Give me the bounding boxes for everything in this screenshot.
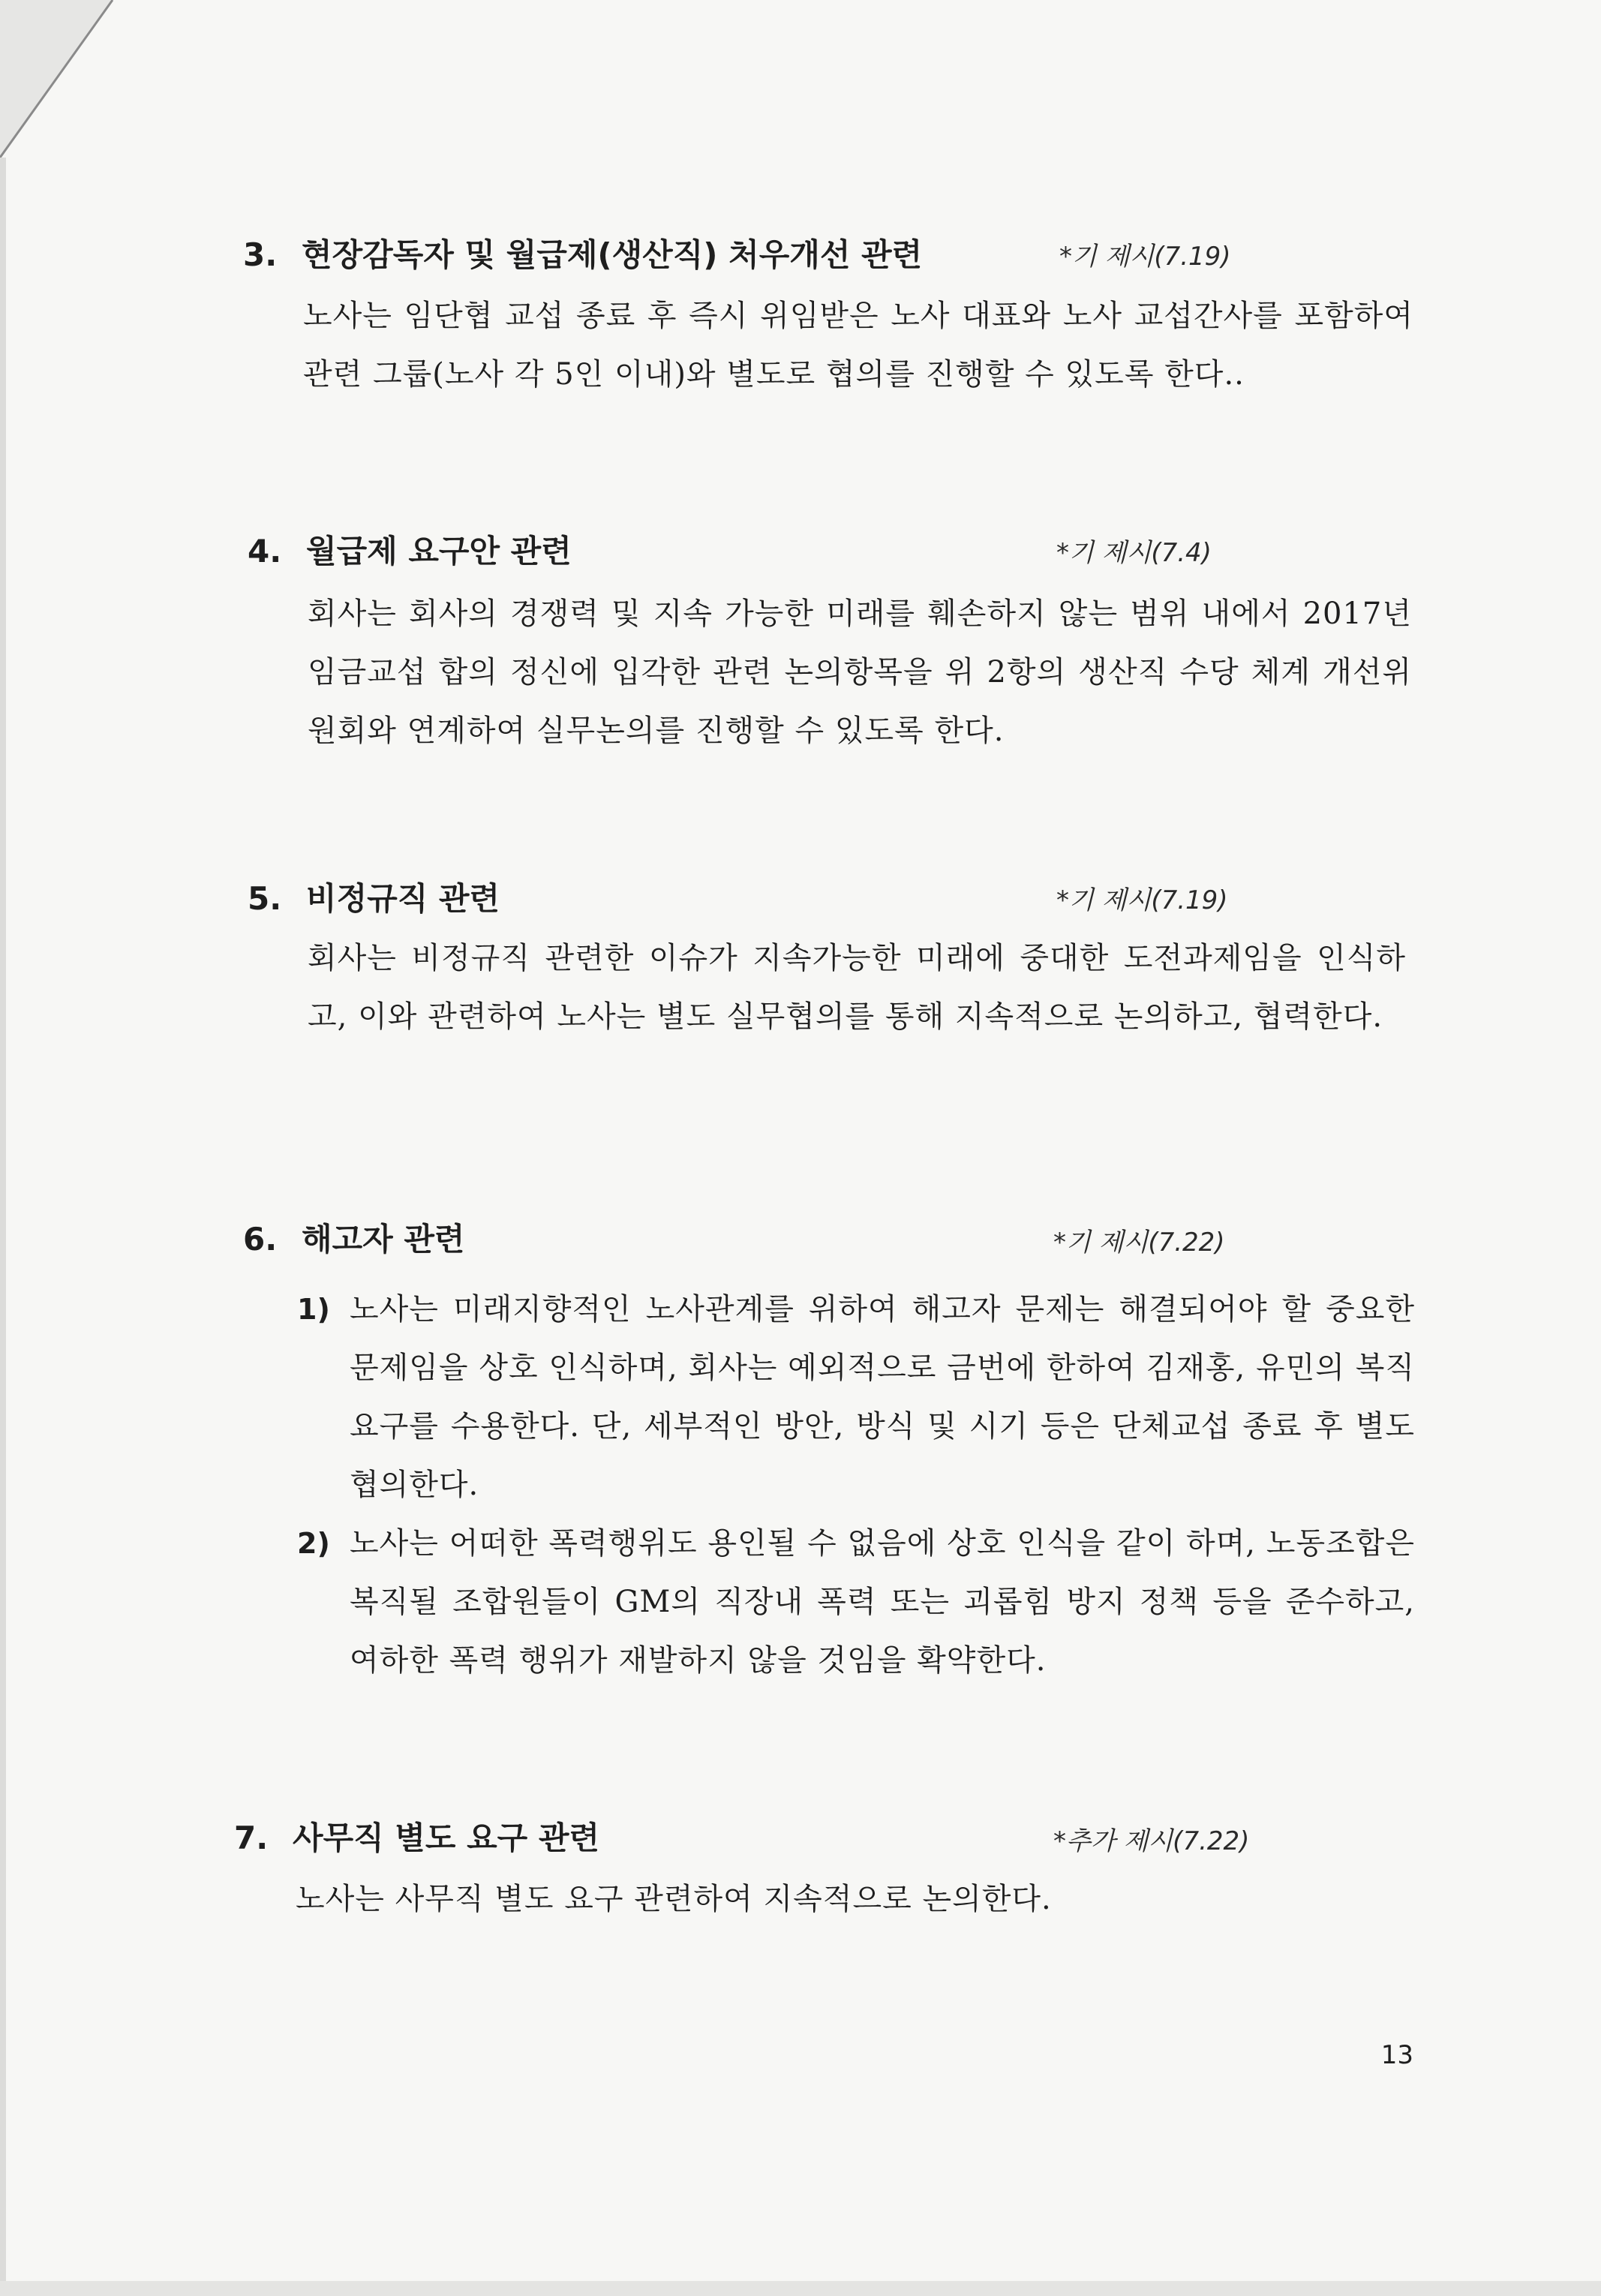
- section-note: *기 제시(7.4): [1056, 538, 1212, 568]
- item-number: 1): [297, 1293, 330, 1326]
- page-number: 13: [1380, 2040, 1413, 2070]
- section-heading: [234, 1816, 599, 1861]
- list-item: [297, 1280, 1418, 1520]
- section-number: 6.: [243, 1221, 278, 1258]
- section-note: *기 제시(7.22): [1053, 1228, 1225, 1258]
- section-number: 4.: [248, 533, 282, 569]
- section-body: 회사는 비정규직 관련한 이슈가 지속가능한 미래에 중대한 도전과제임을 인식하고, 이와 관련하여 노사는 별도 실무협의를 통해 지속적으로 논의하고, 협력한다.: [308, 941, 1406, 1034]
- section-number: 7.: [234, 1820, 269, 1856]
- section-note: *추가 제시(7.22): [1053, 1826, 1250, 1856]
- section-heading: [248, 529, 572, 574]
- section-body: 노사는 사무직 별도 요구 관련하여 지속적으로 논의한다.: [296, 1882, 1052, 1916]
- section-title: 비정규직 관련: [306, 880, 500, 917]
- section-heading: [248, 876, 500, 921]
- section-note: *기 제시(7.19): [1059, 242, 1231, 272]
- section-title: 해고자 관련: [302, 1221, 465, 1258]
- section-title: 현장감독자 및 월급제(생산직) 처우개선 관련: [302, 236, 923, 273]
- item-text: 노사는 미래지향적인 노사관계를 위하여 해고자 문제는 해결되어야 할 중요한 문제임을 상호 인식하며, 회사는 예외적으로 금번에 한하여 김재홍, 유민의 복직 요구를 수용한다. 단, 세부적인 방안, 방식 및 시기 등은 단체교섭 종료 후 별도 협의한다.: [350, 1292, 1415, 1502]
- section-note: *기 제시(7.19): [1056, 885, 1228, 915]
- item-number: 2): [297, 1527, 330, 1560]
- section-heading: [243, 233, 922, 278]
- section-number: 5.: [248, 880, 282, 917]
- section-heading: [243, 1217, 464, 1262]
- item-text: 노사는 어떠한 폭력행위도 용인될 수 없음에 상호 인식을 같이 하며, 노동조합은 복직될 조합원들이 GM의 직장내 폭력 또는 괴롭힘 방지 정책 등을 준수하고, 여하한 폭력 행위가 재발하지 않을 것임을 확약한다.: [350, 1526, 1415, 1678]
- list-item: [297, 1514, 1418, 1694]
- section-number: 3.: [243, 236, 278, 273]
- section-title: 사무직 별도 요구 관련: [293, 1820, 600, 1856]
- section-body: 회사는 회사의 경쟁력 및 지속 가능한 미래를 훼손하지 않는 범위 내에서 2017년 임금교섭 합의 정신에 입각한 관련 논의항목을 위 2항의 생산직 수당 체계 개선위원회와 연계하여 실무논의를 진행할 수 있도록 한다.: [308, 597, 1412, 748]
- section-body: 노사는 임단협 교섭 종료 후 즉시 위임받은 노사 대표와 노사 교섭간사를 포함하여 관련 그룹(노사 각 5인 이내)와 별도로 협의를 진행할 수 있도록 한다..: [303, 299, 1413, 392]
- section-title: 월급제 요구안 관련: [306, 533, 572, 569]
